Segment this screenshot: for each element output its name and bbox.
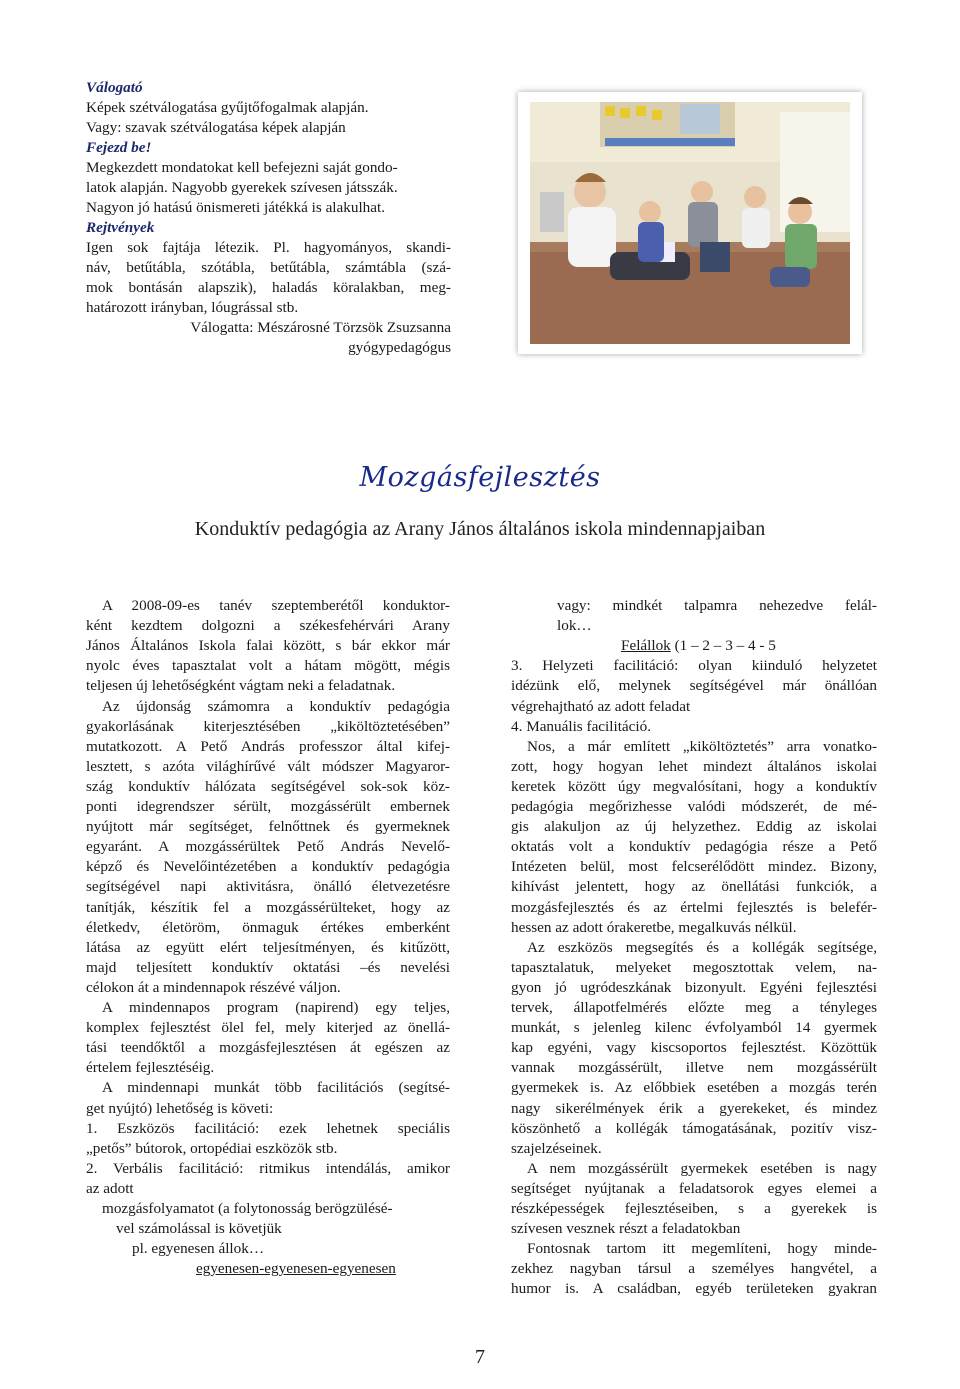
right_column-line: A nem mozgássérült gyermekek esetében is nagy xyxy=(527,1159,877,1177)
left_column-line: tási teendőktől a mozgásfejlesztésen át egészen az xyxy=(86,1039,450,1057)
left_column-line: gyakorlásának kiterjesztésében „kiköltöztetésében” xyxy=(86,717,450,735)
right_column-line: pedagógia megőrizhesse valódi módszerét, de mé- xyxy=(511,798,877,815)
section-subtitle: Konduktív pedagógia az Arany János általános iskola mindennapjaiban xyxy=(194,518,766,540)
right_column-line: Felállok (1 – 2 – 3 – 4 - 5 xyxy=(621,637,776,655)
left_column-line: nyújtott már segítséget, felnőttnek és gyermeknek xyxy=(86,818,450,836)
right_column-line: mozgásfejlesztés és az értelmi fejlesztés is belefér- xyxy=(511,898,877,916)
right_column-line: idézünk elő, melynek segítségével már önállóan xyxy=(511,677,877,695)
left_column-line: mozgásfolyamatot (a folytonosság berögzülésé- xyxy=(102,1200,393,1217)
right_column-line: tapasztalatuk, melyeket megosztottak velem, na- xyxy=(511,958,877,976)
right_column-line: vannak mozgássérült, illetve nem mozgássérült xyxy=(511,1059,877,1077)
left_column-line: vel számolással is követjük xyxy=(116,1220,282,1238)
top.lines-line: Fejezd be! xyxy=(86,139,152,156)
right_column-line: köszönhető a kollégák támogatásának, pozitív visz- xyxy=(511,1119,877,1137)
left_column-line: teljesen új lehetőségként vágtam neki a feladatnak. xyxy=(86,677,396,695)
left_column-line: János Általános Iskola falai között, s bár ekkor már xyxy=(86,637,450,655)
right_column-line: végrehajtható az adott feladat xyxy=(511,697,691,715)
left_column-line: az adott xyxy=(86,1179,134,1197)
right_column-line: lok… xyxy=(557,617,592,635)
left_column-line: pl. egyenesen állok… xyxy=(132,1240,265,1258)
left_column-line: Az újdonság számomra a konduktív pedagógia xyxy=(102,697,450,715)
left_column-line: szág konduktív hálózata segítségével sok-sok köz- xyxy=(86,777,450,795)
left_column-line: segítségével napi aktivitásra, önálló életvezetésre xyxy=(86,878,450,896)
right_column-line: segítséget nyújtanak a feladatsorok egyes elemei a xyxy=(511,1179,877,1197)
left_column-line: A mindennapos program (napirend) egy teljes, xyxy=(102,999,450,1016)
left_column-line: egyaránt. A mozgássérültek Pető András Nevelő- xyxy=(86,838,450,856)
right_column-line: Nos, a már említett „kiköltöztetés” arra vonatko- xyxy=(527,737,877,755)
left_column-line: képző és Nevelőintézetében a konduktív pedagógia xyxy=(86,858,450,876)
right_column-line: gyon jó ugródeszkának bizonyult. Egyéni fejlesztési xyxy=(511,978,877,996)
top.lines-line: Rejtvények xyxy=(86,219,155,236)
right_column-line: humor is. A családban, egyéb területeken gyakran xyxy=(511,1280,877,1298)
right_column-line: szívesen vesznek részt a feladatokban xyxy=(511,1220,741,1238)
right_column-line: 4. Manuális facilitáció. xyxy=(511,717,652,735)
top.lines-line: náv, betűtábla, szótábla, betűtábla, számtábla (szá- xyxy=(86,259,451,276)
left_column-line: get nyújtó) lehetőség is követi: xyxy=(86,1099,274,1117)
left_column-line: ként kezdtem dolgozni a székesfehérvári Arany xyxy=(86,617,450,635)
top.lines-line: gyógypedagógus xyxy=(348,339,451,356)
right_column-line: kihívást jelentett, hogy az önellátási funkciók, a xyxy=(511,878,877,896)
top.lines-line: mok bontásán alapszik), haladás köralakban, meg- xyxy=(86,279,451,296)
right_column-line: keretek között úgy megvalósítani, hogy a konduktív xyxy=(511,777,877,795)
left_column-line: mutatkozott. A Pető András professzor által kifej- xyxy=(86,737,450,755)
left_column-line: látása az együtt elért teljesítményen, és kitűzött, xyxy=(86,938,450,956)
left_column-line: tanítják, készítik fel a mozgássérülteket, hogy az xyxy=(86,898,450,916)
left_column-line: értelem fejlesztéséig. xyxy=(86,1059,215,1077)
right_column-line: Intézeten belül, most felcserélődött mindez. Bizony, xyxy=(511,858,877,876)
left_column-line: 2. Verbális facilitáció: ritmikus intendálás, amikor xyxy=(86,1159,450,1177)
left_column-line: ponti idegrendszer sérült, mozgássérült embernek xyxy=(86,798,450,815)
top.lines-line: latok alapján. Nagyobb gyerekek szívesen játsszák. xyxy=(86,179,398,196)
right_column-line: oktatás volt a konduktív pedagógia része a Pető xyxy=(511,838,877,856)
classroom-photo xyxy=(530,102,850,344)
photo-frame xyxy=(518,92,862,354)
page-number: 7 xyxy=(475,1346,485,1368)
section-title: Mozgásfejlesztés xyxy=(359,462,601,493)
right_column-line: Fontosnak tartom itt megemlíteni, hogy minde- xyxy=(527,1240,877,1258)
left_column-line: „petős” bútorok, ortopédiai eszközök stb. xyxy=(86,1139,338,1157)
top.lines-line: Képek szétválogatása gyűjtőfogalmak alapján. xyxy=(86,99,369,116)
right_column-line: hessen az adott órakeretbe, megalkuvás nélkül. xyxy=(511,918,797,936)
right_column-line: gis alakuljon az új helyzethez. Eddig az iskolai xyxy=(511,818,877,836)
top.lines-line: Megkezdett mondatokat kell befejezni saját gondo- xyxy=(86,159,398,176)
top.lines-line: Válogatta: Mészárosné Törzsök Zsuzsanna xyxy=(190,319,451,336)
left_column-line: egyenesen-egyenesen-egyenesen xyxy=(196,1260,396,1278)
right_column-line: zott, hogy hogyan lehet mindezt általános iskolai xyxy=(511,757,877,775)
right_column-line: Az eszközös megsegítés és a kollégák segítsége, xyxy=(527,938,877,956)
right_column-line: gyermekek is. Az előbbiek esetében a mozgás terén xyxy=(511,1079,877,1097)
left_column-line: lesztett, s azóta világhírűvé vált módszer Magyaror- xyxy=(86,757,450,775)
right_column-line: tervek, állapotfelmérés előzte meg a tényleges xyxy=(511,999,877,1016)
right_column-line: kap egyéni, vagy kiscsoportos fejlesztést. Közöttük xyxy=(511,1039,877,1057)
top.lines-line: Vagy: szavak szétválogatása képek alapján xyxy=(86,119,346,136)
left_column-line: életkedv, életöröm, önmaguk értékes emberként xyxy=(86,918,450,936)
left_column-line: 1. Eszközös facilitáció: ezek lehetnek speciális xyxy=(86,1119,450,1137)
top.lines-line: Nagyon jó hatású önismereti játékká is alakulhat. xyxy=(86,199,386,216)
top.lines-line: Válogató xyxy=(86,79,143,96)
right_column-line: zekhez nagyban társul a személyes hangvétel, a xyxy=(511,1260,877,1278)
left_column-line: majd teljesített konduktív oktatási –és nevelési xyxy=(86,958,450,976)
left_column-line: nyolc éves tapasztalat volt a hátam mögött, mégis xyxy=(86,657,450,675)
left_column-line: A mindennapi munkát több facilitációs (segítsé- xyxy=(102,1079,450,1097)
right_column-line: részképességek fejlesztéseiben, s a gyerekek is xyxy=(511,1200,877,1217)
top.lines-line: határozott irányban, lóugrással stb. xyxy=(86,299,299,316)
right_column-line: munkát, s jelenleg kilenc évfolyamból 14 gyermek xyxy=(511,1019,877,1037)
left_column-line: A 2008-09-es tanév szeptemberétől konduktor- xyxy=(102,597,450,614)
right_column-line: szajelzéseinek. xyxy=(511,1139,602,1157)
right_column-line: vagy: mindkét talpamra nehezedve felál- xyxy=(557,597,877,614)
left_column-line: célokon át a mindennapok részévé váljon. xyxy=(86,978,341,996)
top.lines-line: Igen sok fajtája létezik. Pl. hagyományos, skandi- xyxy=(86,239,451,256)
right_column-line: 3. Helyzeti facilitáció: olyan kiinduló helyzetet xyxy=(511,657,877,675)
left_column-line: komplex fejlesztést ölel fel, mely kiterjed az önellá- xyxy=(86,1019,450,1037)
right_column-line: nagy sikerélmények érik a gyerekeket, és mindez xyxy=(511,1099,877,1117)
